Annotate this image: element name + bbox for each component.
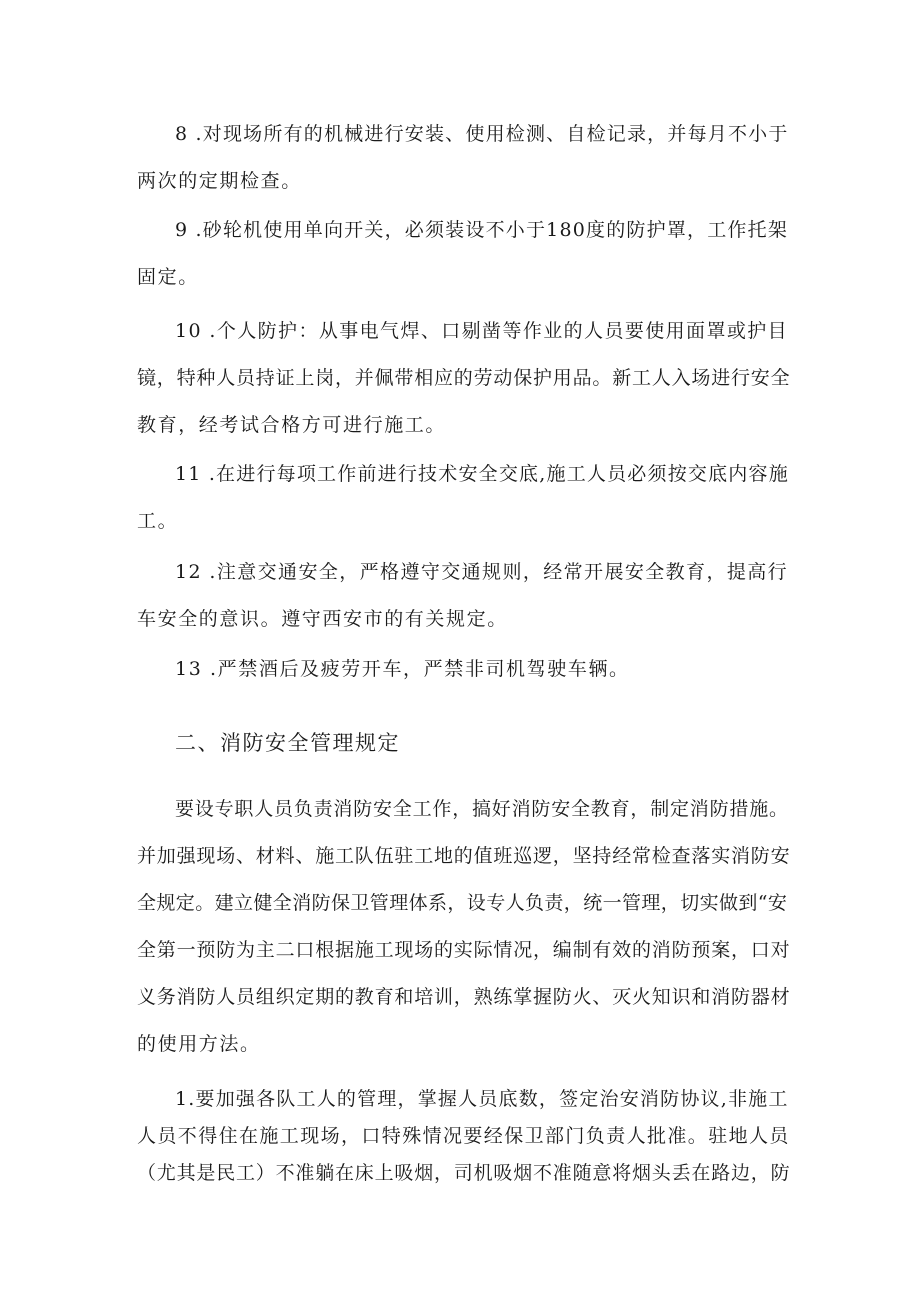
clause-12-line-1: 12 .注意交通安全，严格遵守交通规则，经常开展安全教育，提高行 [175, 561, 789, 583]
intro-line-5: 义务消防人员组织定期的教育和培训，熟练掌握防火、灭火知识和消防器材 [137, 986, 791, 1008]
clause-10-line-2: 镜，特种人员持证上岗，并佩带相应的劳动保护用品。新工人入场进行安全 [137, 367, 791, 389]
section-intro [137, 786, 792, 1068]
intro-line-4: 全第一预防为主二口根据施工现场的实际情况，编制有效的消防预案，口对 [137, 939, 791, 961]
fire-item-1-line-3: （尤其是民工）不准躺在床上吸烟，司机吸烟不准随意将烟头丢在路边，防 [137, 1162, 791, 1184]
intro-line-2: 并加强现场、材料、施工队伍驻工地的值班巡逻，坚持经常检查落实消防安 [137, 845, 791, 867]
clause-9 [137, 207, 792, 301]
clause-13 [137, 646, 792, 693]
clause-11-line-1: 11 .在进行每项工作前进行技术安全交底,施工人员必须按交底内容施 [175, 463, 789, 485]
clause-8-line-1: 8 .对现场所有的机械进行安装、使用检测、自检记录，并每月不小于 [175, 123, 789, 145]
clause-8-line-2: 两次的定期检查。 [137, 170, 302, 192]
clause-8 [137, 111, 792, 205]
clause-9-line-2: 固定。 [137, 266, 199, 288]
clause-10-line-3: 教育，经考试合格方可进行施工。 [137, 414, 447, 436]
intro-line-1: 要设专职人员负责消防安全工作，搞好消防安全教育，制定消防措施。 [175, 798, 789, 820]
fire-item-1-line-2: 人员不得住在施工现场，口特殊情况要经保卫部门负责人批准。驻地人员 [137, 1125, 790, 1147]
clause-11-line-2: 工。 [137, 510, 179, 532]
fire-item-1 [137, 1081, 792, 1192]
intro-line-3: 全规定。建立健全消防保卫管理体系，设专人负责，统一管理，切实做到“安 [137, 892, 788, 914]
clause-12-line-2: 车安全的意识。遵守西安市的有关规定。 [137, 608, 508, 630]
fire-item-1-line-1: 1.要加强各队工人的管理，掌握人员底数，签定治安消防协议,非施工 [175, 1088, 789, 1110]
clause-11 [137, 451, 792, 545]
clause-10 [137, 308, 792, 449]
clause-12 [137, 549, 792, 643]
clause-10-line-1: 10 .个人防护：从事电气焊、口剔凿等作业的人员要使用面罩或护目 [175, 320, 789, 342]
clause-13-line-1: 13 .严禁酒后及疲劳开车，严禁非司机驾驶车辆。 [175, 658, 630, 680]
intro-line-6: 的使用方法。 [137, 1033, 261, 1055]
clause-9-line-1: 9 .砂轮机使用单向开关，必须装设不小于180度的防护罩，工作托架 [175, 219, 789, 241]
section-heading: 二、消防安全管理规定 [175, 731, 400, 755]
